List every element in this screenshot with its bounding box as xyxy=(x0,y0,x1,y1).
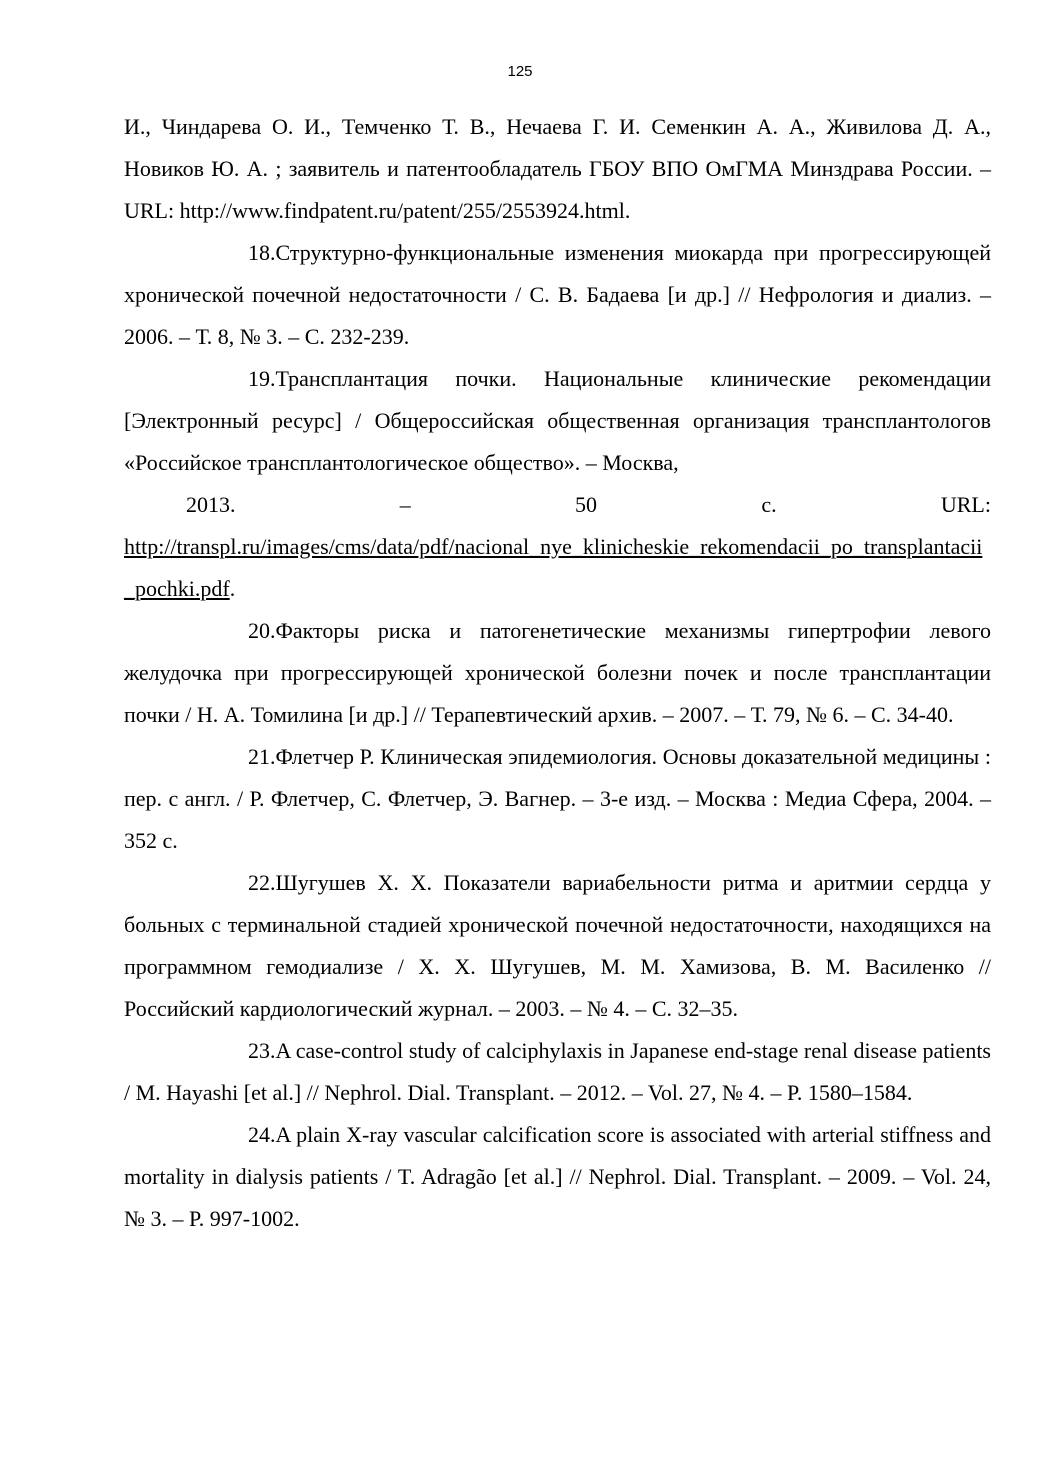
reference-number: 22. xyxy=(248,870,276,895)
reference-18 xyxy=(124,232,991,358)
reference-21 xyxy=(124,736,991,862)
reference-text: Факторы риска и патогенетические механизмы гипертрофии левого желудочка при прогрессирующей хронической болезни почек и после трансплантации почки / Н. А. Томилина [и др.] // Терапевтический архив. – 2007. – Т. 79, № 6. – С. 34-40. xyxy=(124,618,991,727)
reference-text: Трансплантация почки. Национальные клинические рекомендации [Электронный ресурс] / Общероссийская общественная организация трансплантологов «Российское трансплантологическое общество». – Москва, xyxy=(124,366,991,475)
reference-link-period: . xyxy=(229,576,236,601)
reference-number: 19. xyxy=(248,366,276,391)
reference-number: 23. xyxy=(248,1038,276,1063)
reference-text-line: 2013. – 50 с. URL: xyxy=(186,492,991,517)
reference-link[interactable]: http://transpl.ru/images/cms/data/pdf/nacional_nye_klinicheskie_rekomendacii_po_transplantacii_pochki.pdf xyxy=(124,534,983,601)
reference-17-continuation xyxy=(124,106,991,232)
reference-number: 21. xyxy=(248,744,276,769)
reference-number: 20. xyxy=(248,618,276,643)
reference-text: A plain X-ray vascular calcification score is associated with arterial stiffness and mortality in dialysis patients / T. Adragão [et al.] // Nephrol. Dial. Transplant. – 2009. – Vol. 24, № 3. – P. 997-1002. xyxy=(124,1122,991,1231)
reference-22 xyxy=(124,862,991,1030)
reference-text: И., Чиндарева О. И., Темченко Т. В., Нечаева Г. И. Семенкин А. А., Живилова Д. А., Новиков Ю. А. ; заявитель и патентообладатель ГБОУ ВПО ОмГМА Минздрава России. – URL: http://www.findpatent.ru/patent/255/2553924.html. xyxy=(124,114,991,223)
reference-number: 24. xyxy=(248,1122,276,1147)
reference-text: Шугушев Х. Х. Показатели вариабельности ритма и аритмии сердца у больных с терминальной стадией хронической почечной недостаточности, находящихся на программном гемодиализе / Х. Х. Шугушев, М. М. Хамизова, В. М. Василенко // Российский кардиологический журнал. – 2003. – № 4. – С. 32–35. xyxy=(124,870,991,1021)
reference-text: A case-control study of calciphylaxis in Japanese end-stage renal disease patients / M. Hayashi [et al.] // Nephrol. Dial. Transplant. – 2012. – Vol. 27, № 4. – P. 1580–1584. xyxy=(124,1038,991,1105)
reference-23 xyxy=(124,1030,991,1114)
reference-number: 18. xyxy=(248,240,276,265)
reference-24 xyxy=(124,1114,991,1240)
reference-list xyxy=(124,106,991,1240)
reference-20 xyxy=(124,610,991,736)
reference-text: Структурно-функциональные изменения миокарда при прогрессирующей хронической почечной недостаточности / С. В. Бадаева [и др.] // Нефрология и диализ. – 2006. – Т. 8, № 3. – С. 232-239. xyxy=(124,240,991,349)
page-number: 125 xyxy=(507,63,533,80)
reference-text: Флетчер Р. Клиническая эпидемиология. Основы доказательной медицины : пер. с англ. / Р. Флетчер, С. Флетчер, Э. Вагнер. – 3-е изд. – Москва : Медиа Сфера, 2004. – 352 с. xyxy=(124,744,991,853)
reference-19 xyxy=(124,358,991,610)
